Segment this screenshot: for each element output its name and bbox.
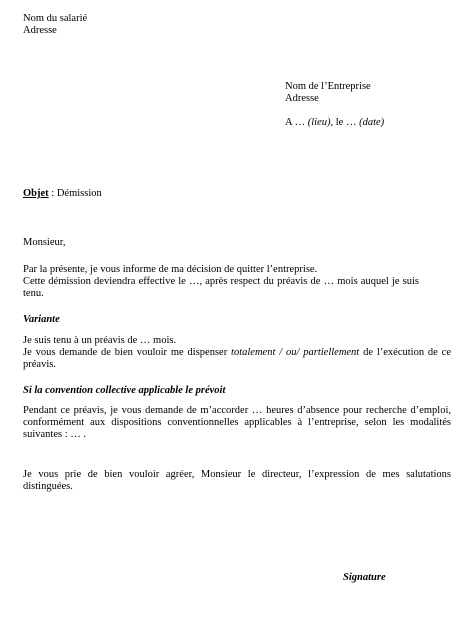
date-mid: , le …	[330, 117, 360, 128]
convention-heading: Si la convention collective applicable le prévoit	[23, 385, 226, 396]
paragraph1-line2: Cette démission deviendra effective le …, après respect du préavis de … mois auquel je suis tenu.	[23, 276, 419, 299]
variante-line1: Je suis tenu à un préavis de … mois.	[23, 335, 177, 346]
convention-text: Pendant ce préavis, je vous demande de m’accorder … heures d’absence pour recherche d’emploi, conformément aux dispositions conventionnelles applicables à l’entreprise, selon les modalités suivantes : … .	[23, 405, 451, 440]
sender-address: Adresse	[23, 25, 57, 36]
sender-name: Nom du salarié	[23, 13, 88, 24]
date-line	[285, 117, 384, 129]
subject-label: Objet	[23, 188, 49, 199]
recipient-address: Adresse	[285, 93, 319, 104]
subject-line	[23, 188, 102, 200]
recipient-company: Nom de l’Entreprise	[285, 81, 371, 92]
variante-line2-start: Je vous demande de bien vouloir me dispenser	[23, 347, 232, 358]
variante-heading: Variante	[23, 314, 60, 325]
variante-line2-emphasis: totalement / ou/ partiellement	[231, 347, 360, 358]
date-prefix: A …	[285, 117, 308, 128]
variante-line2	[23, 347, 451, 371]
closing-text: Je vous prie de bien vouloir agréer, Monsieur le directeur, l’expression de mes salutations distinguées.	[23, 469, 451, 492]
salutation: Monsieur,	[23, 237, 66, 248]
variante-line2-end: de l’exécution de ce préavis.	[23, 347, 451, 370]
paragraph1-line1: Par la présente, je vous informe de ma décision de quitter l’entreprise.	[23, 264, 318, 275]
signature: Signature	[343, 572, 386, 583]
subject-text: : Démission	[48, 188, 102, 199]
date-place: (lieu)	[307, 117, 331, 128]
date-value: (date)	[359, 117, 385, 128]
